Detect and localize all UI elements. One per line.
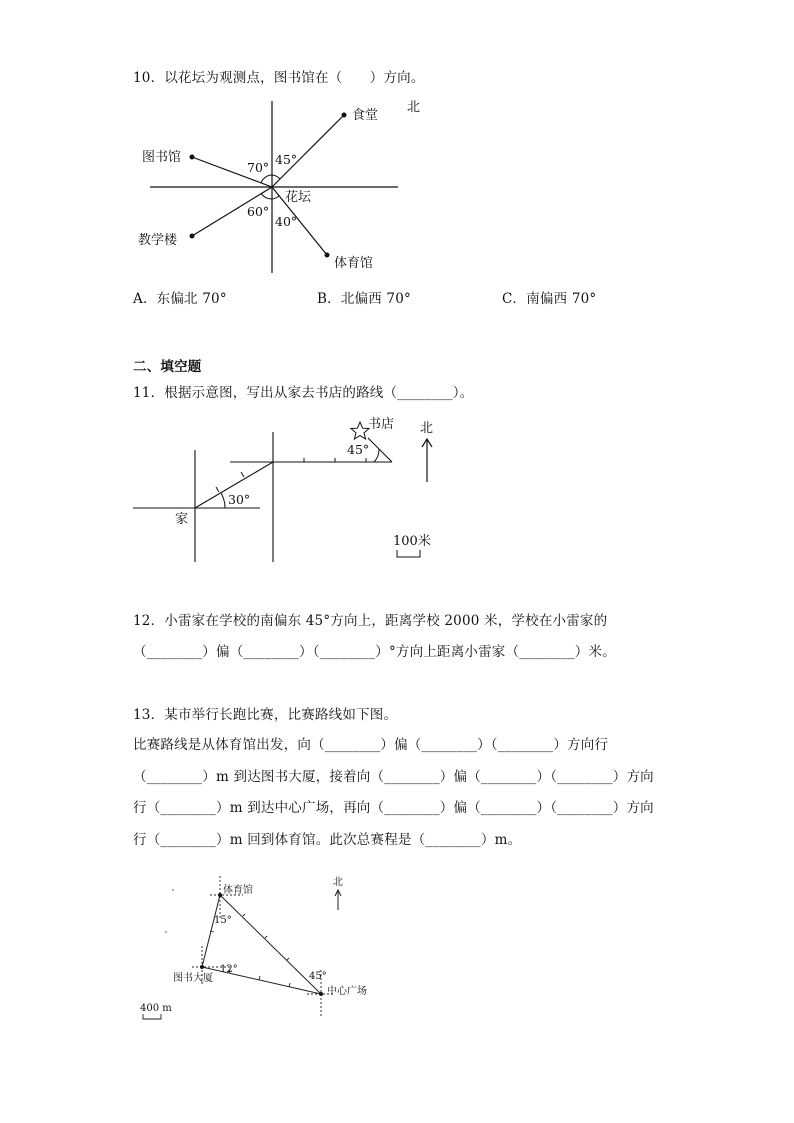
- q11-scale-label: 100米: [393, 534, 431, 549]
- q13-line2: 比赛路线是从体育馆出发，向（________）偏（________）（________）方向行: [133, 737, 609, 753]
- q13-label-library: 图书大厦: [173, 973, 213, 984]
- q10-label-gym: 体育馆: [334, 256, 374, 271]
- q13-north-label: 北: [333, 877, 343, 888]
- q10-label-canteen: 食堂: [352, 108, 379, 123]
- q10-arc-70: [261, 175, 272, 183]
- q13-angle-45: 45°: [309, 971, 327, 982]
- q11-label-home: 家: [175, 512, 189, 527]
- q12-line2: （________）偏（________）（________）°方向上距离小雷家（________）米。: [133, 644, 616, 660]
- q13-line1: 13．某市举行长跑比赛，比赛路线如下图。: [133, 707, 398, 723]
- section-title: 二、填空题: [133, 359, 202, 375]
- q10-label-center: 花坛: [285, 190, 312, 205]
- q10-angle-70: 70°: [247, 160, 270, 175]
- q11-stem: 11．根据示意图，写出从家去书店的路线（________）。: [133, 385, 474, 401]
- q10-label-library: 图书馆: [142, 150, 182, 165]
- q10-north-label: 北: [406, 100, 420, 115]
- q11-angle-30: 30°: [228, 492, 251, 507]
- q10-label-teaching: 教学楼: [138, 233, 178, 248]
- q10-stem: 10．以花坛为观测点，图书馆在（ ）方向。: [133, 70, 425, 86]
- q11-route-figure: [130, 412, 440, 567]
- q10-point-gym: [325, 253, 330, 258]
- q10-ray-canteen: [272, 115, 344, 187]
- q13-line3: （________）m 到达图书大厦，接着向（________）偏（________）（________）方向: [133, 769, 654, 785]
- q10-option-c: C．南偏西 70°: [502, 291, 597, 307]
- q10-arc-40: [272, 196, 279, 199]
- q13-route-figure: [135, 870, 385, 1020]
- q10-angle-40: 40°: [275, 214, 298, 229]
- q11-north-label: 北: [420, 421, 434, 436]
- q10-arc-45: [272, 175, 280, 179]
- q13-angle-12: 12°: [220, 964, 238, 975]
- q10-point-teaching: [190, 234, 195, 239]
- q10-point-canteen: [342, 113, 347, 118]
- q10-option-b: B．北偏西 70°: [317, 291, 411, 307]
- q10-option-a: A．东偏北 70°: [133, 291, 227, 307]
- q11-label-bookstore: 书店: [368, 417, 395, 432]
- q10-angle-45: 45°: [275, 152, 298, 167]
- q11-angle-45: 45°: [347, 442, 370, 457]
- q13-line4: 行（________）m 到达中心广场，再向（________）偏（________）（________）方向: [133, 800, 654, 816]
- q13-scale-label: 400 m: [140, 1003, 172, 1014]
- q11-bookstore-star: [351, 422, 369, 439]
- q13-angle-15: 15°: [214, 915, 232, 926]
- q10-angle-60: 60°: [247, 204, 270, 219]
- q13-label-gym: 体育馆: [223, 885, 253, 896]
- q13-label-center: 中心广场: [327, 986, 367, 997]
- q10-compass-figure: [130, 95, 420, 280]
- q12-line1: 12．小雷家在学校的南偏东 45°方向上，距离学校 2000 米，学校在小雷家的: [133, 613, 608, 629]
- q10-arc-60: [261, 193, 272, 199]
- q13-line5: 行（________）m 回到体育馆。此次总赛程是（________）m。: [133, 832, 522, 848]
- q10-point-library: [190, 155, 195, 160]
